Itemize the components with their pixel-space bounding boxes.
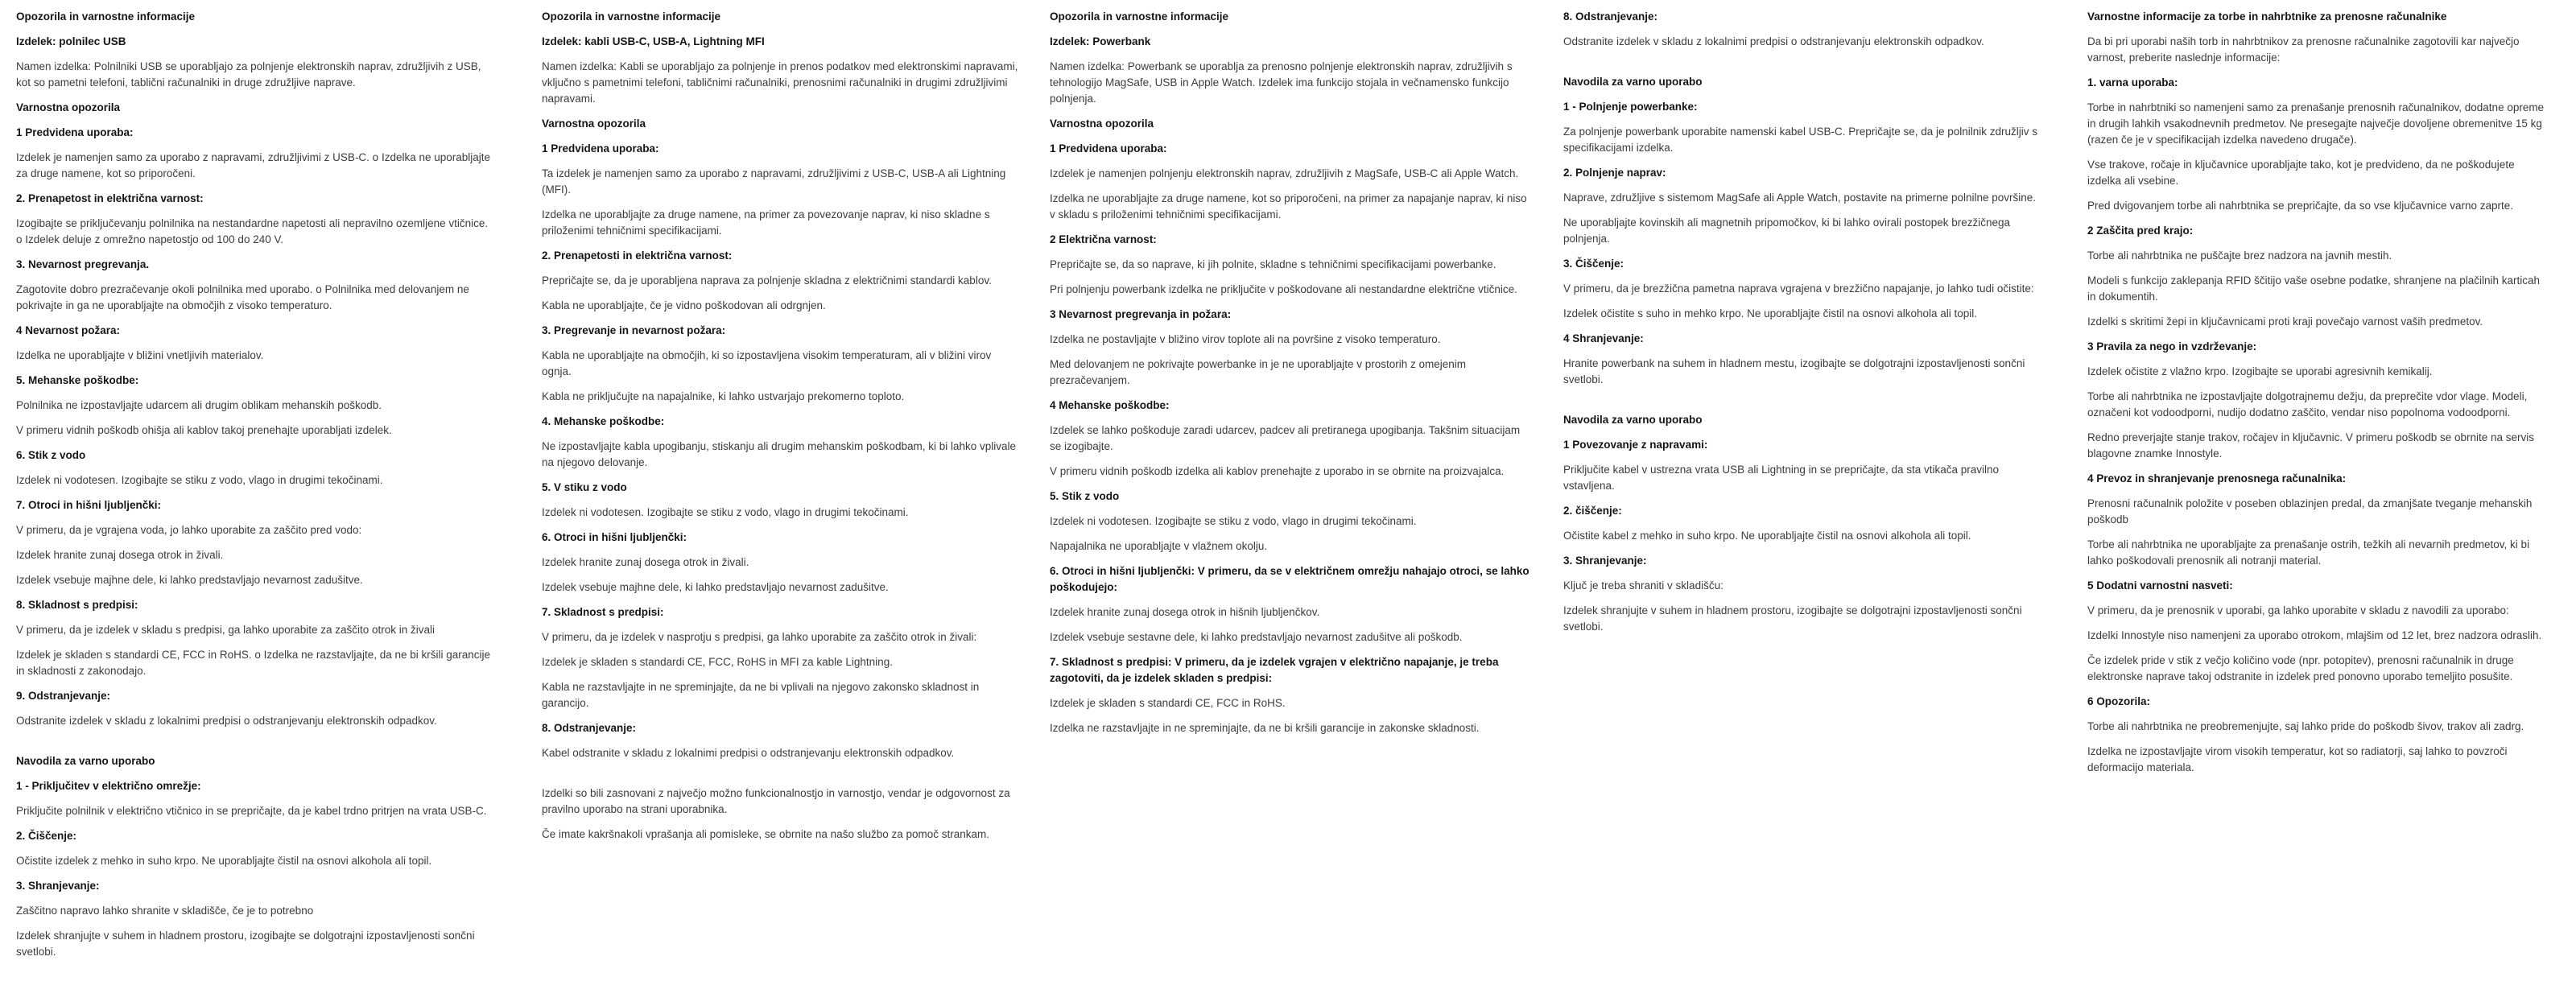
section-heading: Izdelek: Powerbank — [1050, 35, 1151, 47]
paragraph: Izdelek shranjujte v suhem in hladnem prostoru, izogibajte se dolgotrajni izpostavljenosti sončni svetlobi. — [1563, 604, 2022, 633]
column-powerbank-warnings — [1050, 9, 1533, 745]
document-title: Opozorila in varnostne informacije — [16, 10, 196, 23]
paragraph: Izdelka ne uporabljajte v bližini vnetljivih materialov. — [16, 349, 264, 361]
section-heading: 9. Odstranjevanje: — [16, 690, 111, 702]
paragraph: Izdelki Innostyle niso namenjeni za uporabo otrokom, mlajšim od 12 let, brez nadzora odraslih. — [2087, 629, 2542, 641]
section-heading: 5. Stik z vodo — [1050, 490, 1120, 502]
paragraph: Prenosni računalnik položite v poseben oblazinjen predal, da zmanjšate tveganje mehanskih poškodb — [2087, 497, 2533, 526]
paragraph: Torbe in nahrbtniki so namenjeni samo za prenašanje prenosnih računalnikov, dodatne opreme in drugih lahkih vsakodnevnih predmetov. Ne presegajte največje dovoljene obremenitve 15 kg (razen če je v specifikacijah izdelka navedeno drugače). — [2087, 101, 2545, 146]
section-heading: 1 Predvidena uporaba: — [1050, 142, 1167, 155]
paragraph: Izogibajte se priključevanju polnilnika na nestandardne napetosti ali nepravilno ozemljene vtičnice. o Izdelek deluje z omrežno napetostjo od 100 do 240 V. — [16, 217, 489, 245]
section-heading: 2 Zaščita pred krajo: — [2087, 225, 2194, 237]
section-heading: 2. čiščenje: — [1563, 505, 1622, 517]
section-heading: Izdelek: polnilec USB — [16, 35, 126, 47]
paragraph: Odstranite izdelek v skladu z lokalnimi predpisi o odstranjevanju elektronskih odpadkov. — [16, 715, 437, 727]
section-heading: 4. Mehanske poškodbe: — [542, 415, 665, 427]
paragraph: Kabla ne uporabljajte na območjih, ki so izpostavljena visokim temperaturam, ali v bližini virov ognja. — [542, 349, 992, 377]
section-heading: 4 Shranjevanje: — [1563, 332, 1644, 344]
paragraph: Izdelek se lahko poškoduje zaradi udarcev, padcev ali pretiranega upogibanja. Takšnim situacijam se izogibajte. — [1050, 424, 1521, 452]
paragraph: Kabla ne uporabljajte, če je vidno poškodovan ali odrgnjen. — [542, 299, 826, 311]
paragraph: Izdelek vsebuje majhne dele, ki lahko predstavljajo nevarnost zadušitve. — [542, 581, 889, 593]
section-heading: 6 Opozorila: — [2087, 695, 2151, 707]
paragraph: Očistite izdelek z mehko in suho krpo. Ne uporabljajte čistil na osnovi alkohola ali topil. — [16, 855, 432, 867]
paragraph: Očistite kabel z mehko in suho krpo. Ne uporabljajte čistil na osnovi alkohola ali topil. — [1563, 530, 1971, 542]
section-heading: 1 - Polnjenje powerbanke: — [1563, 101, 1698, 113]
paragraph: Izdelek je namenjen polnjenju elektronskih naprav, združljivih z MagSafe, USB-C ali Apple Watch. — [1050, 167, 1519, 179]
section-heading: 4 Mehanske poškodbe: — [1050, 399, 1170, 411]
paragraph: Zaščitno napravo lahko shranite v skladišče, če je to potrebno — [16, 905, 314, 917]
section-heading: 7. Otroci in hišni ljubljenčki: — [16, 499, 162, 511]
paragraph: Izdelek je skladen s standardi CE, FCC in RoHS. o Izdelka ne razstavljajte, da ne bi kršili garancije in skladnosti z zakonodajo. — [16, 649, 491, 677]
paragraph: Modeli s funkcijo zaklepanja RFID ščitijo vaše osebne podatke, shranjene na plačilnih karticah in dokumentih. — [2087, 274, 2541, 303]
paragraph: Torbe ali nahrbtnika ne puščajte brez nadzora na javnih mestih. — [2087, 249, 2392, 262]
section-heading: 1 - Priključitev v električno omrežje: — [16, 780, 201, 792]
paragraph: Ne uporabljajte kovinskih ali magnetnih pripomočkov, ki bi lahko ovirali postopek brezžičnega polnjenja. — [1563, 216, 2011, 245]
column-laptop-bag-safety — [2087, 9, 2549, 785]
paragraph: Izdelka ne postavljajte v bližino virov toplote ali na površine z visoko temperaturo. — [1050, 333, 1441, 345]
section-heading: 6. Otroci in hišni ljubljenčki: — [542, 531, 687, 543]
paragraph: V primeru, da je prenosnik v uporabi, ga lahko uporabite v skladu z navodili za uporabo: — [2087, 604, 2509, 616]
paragraph: V primeru, da je izdelek v nasprotju s predpisi, ga lahko uporabite za zaščito otrok in živali: — [542, 631, 977, 643]
paragraph: Izdelek ni vodotesen. Izogibajte se stiku z vodo, vlago in drugimi tekočinami. — [1050, 515, 1417, 527]
section-heading: Navodila za varno uporabo — [1563, 414, 1703, 426]
paragraph: Če izdelek pride v stik z večjo količino vode (npr. potopitev), prenosni računalnik in druge elektronske naprave takoj odstranite in izdelek pred ponovno uporabo temeljito posušite. — [2087, 654, 2514, 682]
paragraph: Izdelek vsebuje majhne dele, ki lahko predstavljajo nevarnost zadušitve. — [16, 574, 363, 586]
paragraph: Če imate kakršnakoli vprašanja ali pomisleke, se obrnite na našo službo za pomoč strankam. — [542, 828, 990, 840]
paragraph: Izdelek hranite zunaj dosega otrok in živali. — [542, 556, 749, 568]
section-heading: Navodila za varno uporabo — [1563, 76, 1703, 88]
paragraph: Ključ je treba shraniti v skladišču: — [1563, 579, 1724, 592]
paragraph: Izdelek vsebuje sestavne dele, ki lahko predstavljajo nevarnost zadušitve ali poškodb. — [1050, 631, 1463, 643]
paragraph: V primeru, da je izdelek v skladu s predpisi, ga lahko uporabite za zaščito otrok in živali — [16, 624, 436, 636]
section-heading: 5. Mehanske poškodbe: — [16, 374, 139, 386]
paragraph: Izdelek je namenjen samo za uporabo z napravami, združljivimi z USB-C. o Izdelka ne uporabljajte za druge namene, kot so priporočeni. — [16, 151, 491, 179]
paragraph: Redno preverjajte stanje trakov, ročajev in ključavnic. V primeru poškodb se obrnite na servis blagovne znamke Innostyle. — [2087, 431, 2535, 460]
paragraph: Kabla ne razstavljajte in ne spreminjajte, da ne bi vplivali na njegovo zakonsko skladnost in garancijo. — [542, 681, 980, 709]
section-heading: Varnostna opozorila — [16, 101, 121, 113]
paragraph: Hranite powerbank na suhem in hladnem mestu, izogibajte se dolgotrajni izpostavljenosti sončni svetlobi. — [1563, 357, 2025, 385]
paragraph: Vse trakove, ročaje in ključavnice uporabljajte tako, kot je predvideno, da ne poškodujete izdelka ali vsebine. — [2087, 159, 2515, 187]
section-heading: 7. Skladnost s predpisi: — [542, 606, 664, 618]
section-heading: 8. Odstranjevanje: — [1563, 10, 1658, 23]
paragraph: V primeru, da je brezžična pametna naprava vgrajena v brezžično napajanje, jo lahko tudi očistite: — [1563, 282, 2034, 295]
section-heading: 6. Otroci in hišni ljubljenčki: V primeru, da se v električnem omrežju nahajajo otroci, se lahko poškodujejo: — [1050, 565, 1530, 593]
paragraph: Napajalnika ne uporabljajte v vlažnem okolju. — [1050, 540, 1268, 552]
paragraph: Pri polnjenju powerbank izdelka ne priključite v poškodovane ali nestandardne električne vtičnice. — [1050, 283, 1517, 295]
section-heading: 2. Prenapetost in električna varnost: — [16, 192, 204, 204]
paragraph: Ta izdelek je namenjen samo za uporabo z napravami, združljivimi z USB-C, USB-A ali Lightning (MFI). — [542, 167, 1006, 196]
section-heading: 1. varna uporaba: — [2087, 76, 2178, 89]
paragraph: Torbe ali nahrbtnika ne izpostavljajte dolgotrajnemu dežju, da preprečite vdor vlage. Modeli, označeni kot vodoodporni, nudijo dodatno zaščito, vendar niso popolnoma vodoodporni. — [2087, 390, 2528, 418]
paragraph: V primeru, da je vgrajena voda, jo lahko uporabite za zaščito pred vodo: — [16, 524, 362, 536]
paragraph: Priključite polnilnik v električno vtičnico in se prepričajte, da je kabel trdno pritrjen na vrata USB-C. — [16, 805, 487, 817]
section-heading: 8. Skladnost s predpisi: — [16, 599, 138, 611]
section-heading: 3. Shranjevanje: — [16, 880, 100, 892]
paragraph: Kabel odstranite v skladu z lokalnimi predpisi o odstranjevanju elektronskih odpadkov. — [542, 747, 955, 759]
paragraph: Izdelek hranite zunaj dosega otrok in živali. — [16, 549, 224, 561]
section-heading: Navodila za varno uporabo — [16, 755, 155, 767]
section-heading: 6. Stik z vodo — [16, 449, 86, 461]
paragraph: Ne izpostavljajte kabla upogibanju, stiskanju ali drugim mehanskim poškodbam, ki bi lahko vplivale na njegovo delovanje. — [542, 440, 1017, 468]
paragraph: Izdelek je skladen s standardi CE, FCC in RoHS. — [1050, 697, 1286, 709]
column-usage-instructions — [1563, 9, 2043, 644]
paragraph: Izdelek očistite s suho in mehko krpo. Ne uporabljajte čistil na osnovi alkohola ali topil. — [1563, 307, 1978, 320]
section-heading: 3. Čiščenje: — [1563, 258, 1624, 270]
paragraph: Izdelka ne razstavljajte in ne spreminjajte, da ne bi kršili garancije in zakonske skladnosti. — [1050, 722, 1480, 734]
section-heading: 5 Dodatni varnostni nasveti: — [2087, 579, 2233, 592]
paragraph: Izdelek očistite z vlažno krpo. Izogibajte se uporabi agresivnih kemikalij. — [2087, 365, 2433, 377]
section-heading: 1 Predvidena uporaba: — [542, 142, 659, 155]
section-heading: 3 Pravila za nego in vzdrževanje: — [2087, 340, 2257, 353]
section-heading: 4 Prevoz in shranjevanje prenosnega računalnika: — [2087, 472, 2347, 484]
paragraph: Polnilnika ne izpostavljajte udarcem ali drugim oblikam mehanskih poškodb. — [16, 399, 382, 411]
section-heading: 3. Shranjevanje: — [1563, 555, 1647, 567]
document-title: Opozorila in varnostne informacije — [542, 10, 721, 23]
paragraph: V primeru vidnih poškodb ohišja ali kablov takoj prenehajte uporabljati izdelek. — [16, 424, 392, 436]
paragraph: Za polnjenje powerbank uporabite namenski kabel USB-C. Prepričajte se, da je polnilnik združljiv s specifikacijami izdelka. — [1563, 126, 2038, 154]
paragraph: Odstranite izdelek v skladu z lokalnimi predpisi o odstranjevanju elektronskih odpadkov. — [1563, 35, 1984, 47]
section-heading: 2 Električna varnost: — [1050, 233, 1157, 245]
section-heading: 2. Prenapetosti in električna varnost: — [542, 249, 733, 262]
paragraph: Namen izdelka: Powerbank se uporablja za prenosno polnjenje elektronskih naprav, združljivih s tehnologijo MagSafe, USB in Apple Watch. Izdelek ima funkcijo stojala in večnamensko funkcijo polnjenja. — [1050, 60, 1513, 105]
paragraph: Pred dvigovanjem torbe ali nahrbtnika se prepričajte, da so vse ključavnice varno zaprte. — [2087, 200, 2514, 212]
paragraph: Izdelka ne uporabljajte za druge namene, na primer za povezovanje naprav, ki niso skladne s priloženimi tehničnimi specifikacijami. — [542, 208, 990, 237]
paragraph: Izdelka ne izpostavljajte virom visokih temperatur, kot so radiatorji, saj lahko to povzroči deformacijo materiala. — [2087, 745, 2508, 773]
section-heading: 3. Nevarnost pregrevanja. — [16, 258, 150, 270]
paragraph: Priključite kabel v ustrezna vrata USB ali Lightning in se prepričajte, da sta vtikača pravilno vstavljena. — [1563, 464, 2000, 492]
paragraph: Prepričajte se, da so naprave, ki jih polnite, skladne s tehničnimi specifikacijami powerbanke. — [1050, 258, 1496, 270]
section-heading: 1 Povezovanje z napravami: — [1563, 439, 1708, 451]
paragraph: Izdelek je skladen s standardi CE, FCC, RoHS in MFI za kable Lightning. — [542, 656, 893, 668]
section-heading: 2. Polnjenje naprav: — [1563, 167, 1666, 179]
paragraph: Med delovanjem ne pokrivajte powerbanke in je ne uporabljajte v prostorih z omejenim prezračevanjem. — [1050, 358, 1467, 386]
paragraph: Namen izdelka: Polnilniki USB se uporabljajo za polnjenje elektronskih naprav, združljivih z USB, kot so pametni telefoni, tablični računalniki in druge združljive naprave. — [16, 60, 481, 89]
section-heading: 8. Odstranjevanje: — [542, 722, 637, 734]
column-cable-warnings — [542, 9, 1022, 851]
section-heading: 5. V stiku z vodo — [542, 481, 627, 493]
section-heading: Varnostna opozorila — [1050, 118, 1154, 130]
paragraph: Izdelek shranjujte v suhem in hladnem prostoru, izogibajte se dolgotrajni izpostavljenosti sončni svetlobi. — [16, 930, 475, 958]
paragraph: Namen izdelka: Kabli se uporabljajo za polnjenje in prenos podatkov med elektronskimi napravami, vključno s pametnimi telefoni, tabličnimi računalniki, prenosnimi računalniki in drugimi združljivimi napravami. — [542, 60, 1018, 105]
section-heading: 4 Nevarnost požara: — [16, 324, 121, 336]
paragraph: Izdelek ni vodotesen. Izogibajte se stiku z vodo, vlago in drugimi tekočinami. — [16, 474, 383, 486]
document-title: Opozorila in varnostne informacije — [1050, 10, 1229, 23]
document-title: Varnostne informacije za torbe in nahrbtnike za prenosne računalnike — [2087, 10, 2447, 23]
paragraph: Naprave, združljive s sistemom MagSafe ali Apple Watch, postavite na primerne polnilne površine. — [1563, 192, 2037, 204]
section-heading: 2. Čiščenje: — [16, 830, 77, 842]
paragraph: V primeru vidnih poškodb izdelka ali kablov prenehajte z uporabo in se obrnite na proizvajalca. — [1050, 465, 1505, 477]
paragraph: Izdelek ni vodotesen. Izogibajte se stiku z vodo, vlago in drugimi tekočinami. — [542, 506, 909, 518]
section-heading: Varnostna opozorila — [542, 118, 646, 130]
paragraph: Kabla ne priključujte na napajalnike, ki lahko ustvarjajo prekomerno toploto. — [542, 390, 905, 402]
paragraph: Izdelka ne uporabljajte za druge namene, kot so priporočeni, na primer za napajanje naprav, ki niso v skladu s priloženimi tehničnimi specifikacijami. — [1050, 192, 1527, 221]
paragraph: Torbe ali nahrbtnika ne preobremenjujte, saj lahko pride do poškodb šivov, trakov ali zadrg. — [2087, 720, 2524, 732]
paragraph: Izdelek hranite zunaj dosega otrok in hišnih ljubljenčkov. — [1050, 606, 1320, 618]
section-heading: 3. Pregrevanje in nevarnost požara: — [542, 324, 726, 336]
paragraph: Prepričajte se, da je uporabljena naprava za polnjenje skladna z električnimi standardi kablov. — [542, 274, 992, 287]
section-heading: Izdelek: kabli USB-C, USB-A, Lightning MFI — [542, 35, 765, 47]
paragraph: Torbe ali nahrbtnika ne uporabljajte za prenašanje ostrih, težkih ali nevarnih predmetov, ki bi lahko poškodovali prenosnik ali notranji material. — [2087, 538, 2530, 567]
column-usb-charger-warnings — [16, 9, 496, 969]
paragraph: Izdelki so bili zasnovani z največjo možno funkcionalnostjo in varnostjo, vendar je odgovornost za pravilno uporabo na strani uporabnika. — [542, 787, 1010, 815]
paragraph: Izdelki s skritimi žepi in ključavnicami proti kraji povečajo varnost vaših predmetov. — [2087, 315, 2483, 328]
paragraph: Zagotovite dobro prezračevanje okoli polnilnika med uporabo. o Polnilnika med delovanjem ne pokrivajte in ga ne uporabljajte na območjih z visoko temperaturo. — [16, 283, 469, 311]
section-heading: 1 Predvidena uporaba: — [16, 126, 134, 138]
paragraph: Da bi pri uporabi naših torb in nahrbtnikov za prenosne računalnike zagotovili kar največjo varnost, preberite naslednje informacije: — [2087, 35, 2520, 64]
section-heading: 7. Skladnost s predpisi: V primeru, da je izdelek vgrajen v električno napajanje, je treba zagotoviti, da je izdelek skladen s predpisi: — [1050, 656, 1499, 684]
section-heading: 3 Nevarnost pregrevanja in požara: — [1050, 308, 1232, 320]
